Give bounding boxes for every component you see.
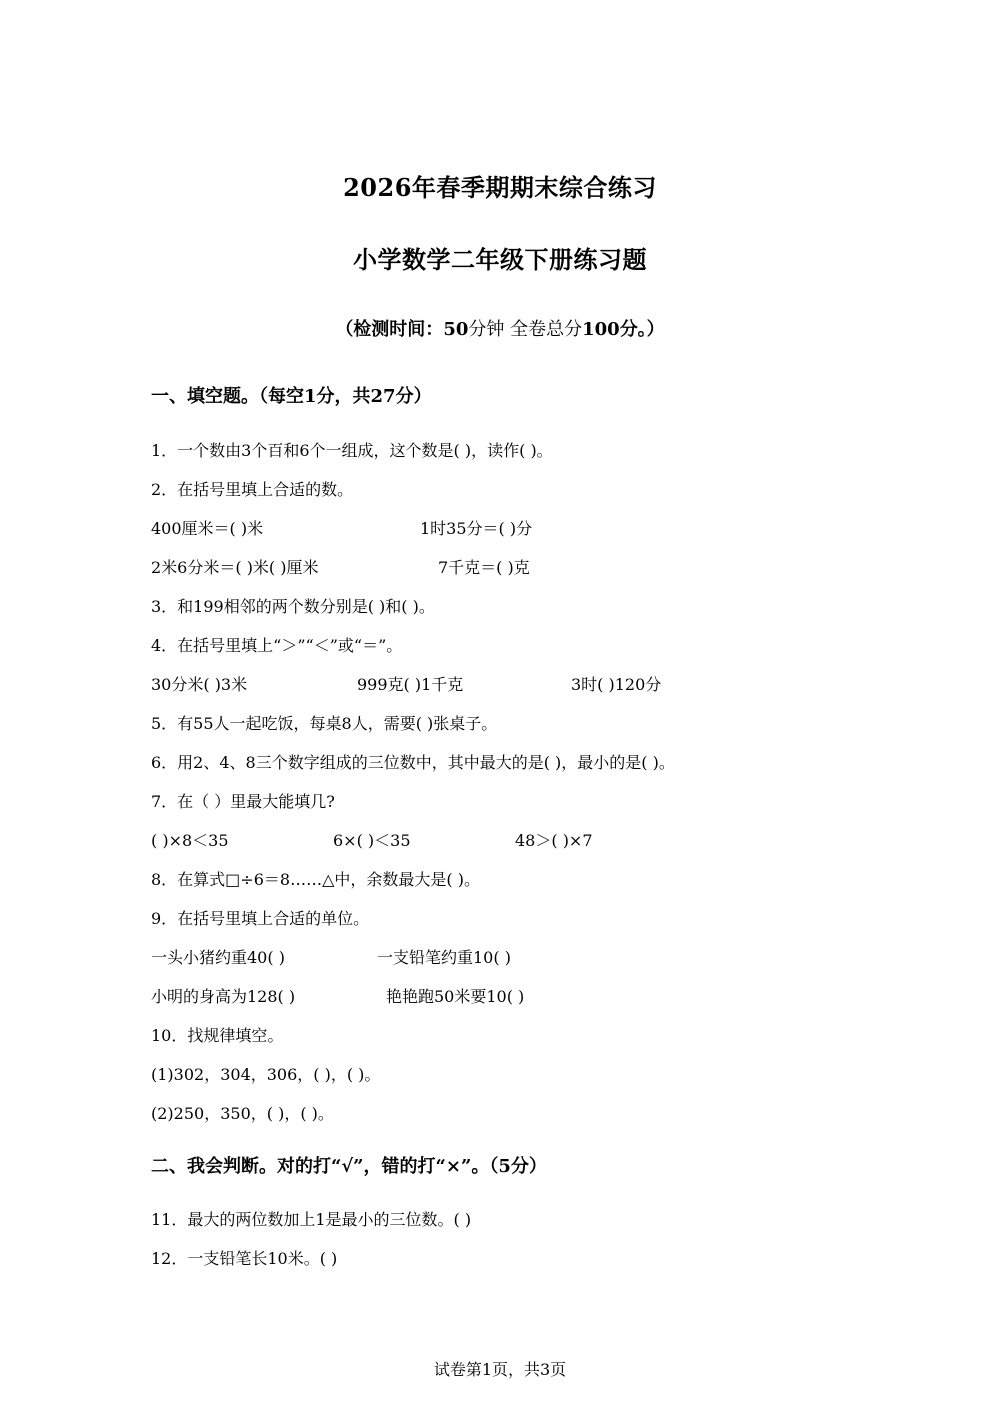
page-footer: 试卷第1页，共3页 — [433, 1360, 567, 1379]
question-11: 11．最大的两位数加上1是最小的三位数。( ) — [151, 1210, 472, 1229]
question-4: 4．在括号里填上“＞”“＜”或“＝”。 — [151, 636, 403, 655]
question-8: 8．在算式□÷6＝8……△中，余数最大是( )。 — [151, 870, 480, 889]
exam-info — [0, 315, 1000, 341]
question-2-item-c: 2米6分米＝( )米( )厘米 — [151, 558, 319, 577]
question-7: 7．在（ ）里最大能填几? — [151, 792, 335, 811]
question-9-item-a: 一头小猪约重40( ) — [151, 948, 285, 967]
question-9: 9．在括号里填上合适的单位。 — [151, 909, 370, 928]
question-7-item-a: ( )×8＜35 — [151, 831, 229, 850]
question-4-item-a: 30分米( )3米 — [151, 675, 248, 694]
question-6: 6．用2、4、8三个数字组成的三位数中，其中最大的是( )，最小的是( )。 — [151, 753, 675, 772]
section2-heading: 二、我会判断。对的打“√”，错的打“×”。（5分） — [151, 1156, 547, 1177]
exam-info-mid: 分钟 全卷总分 — [468, 319, 583, 340]
question-1: 1．一个数由3个百和6个一组成，这个数是( )，读作( )。 — [151, 441, 553, 460]
exam-time: 50 — [443, 319, 469, 340]
exam-info-suffix: 分。） — [619, 319, 665, 340]
question-7-item-b: 6×( )＜35 — [333, 831, 411, 850]
question-10: 10．找规律填空。 — [151, 1026, 284, 1045]
question-4-item-b: 999克( )1千克 — [357, 675, 464, 694]
question-2-item-b: 1时35分＝( )分 — [420, 519, 533, 538]
section1-heading: 一、填空题。（每空1分，共27分） — [151, 386, 432, 407]
question-9-item-c: 小明的身高为128( ) — [151, 987, 296, 1006]
exam-info-prefix: （检测时间： — [335, 319, 444, 340]
question-10-item-2: (2)250，350，( )，( )。 — [151, 1104, 334, 1123]
question-5: 5．有55人一起吃饭，每桌8人，需要( )张桌子。 — [151, 714, 498, 733]
question-3: 3．和199相邻的两个数分别是( )和( )。 — [151, 597, 435, 616]
question-2-item-a: 400厘米＝( )米 — [151, 519, 264, 538]
question-4-item-c: 3时( )120分 — [571, 675, 662, 694]
question-9-item-d: 艳艳跑50米要10( ) — [386, 987, 525, 1006]
exam-total: 100 — [582, 319, 620, 340]
question-7-item-c: 48＞( )×7 — [515, 831, 593, 850]
question-12: 12．一支铅笔长10米。( ) — [151, 1249, 338, 1268]
exam-subtitle: 小学数学二年级下册练习题 — [353, 245, 647, 274]
question-2-item-d: 7千克＝( )克 — [438, 558, 530, 577]
question-9-item-b: 一支铅笔约重10( ) — [377, 948, 511, 967]
exam-title: 2026年春季期期末综合练习 — [343, 173, 657, 202]
question-2: 2．在括号里填上合适的数。 — [151, 480, 354, 499]
question-10-item-1: (1)302，304，306，( )，( )。 — [151, 1065, 381, 1084]
